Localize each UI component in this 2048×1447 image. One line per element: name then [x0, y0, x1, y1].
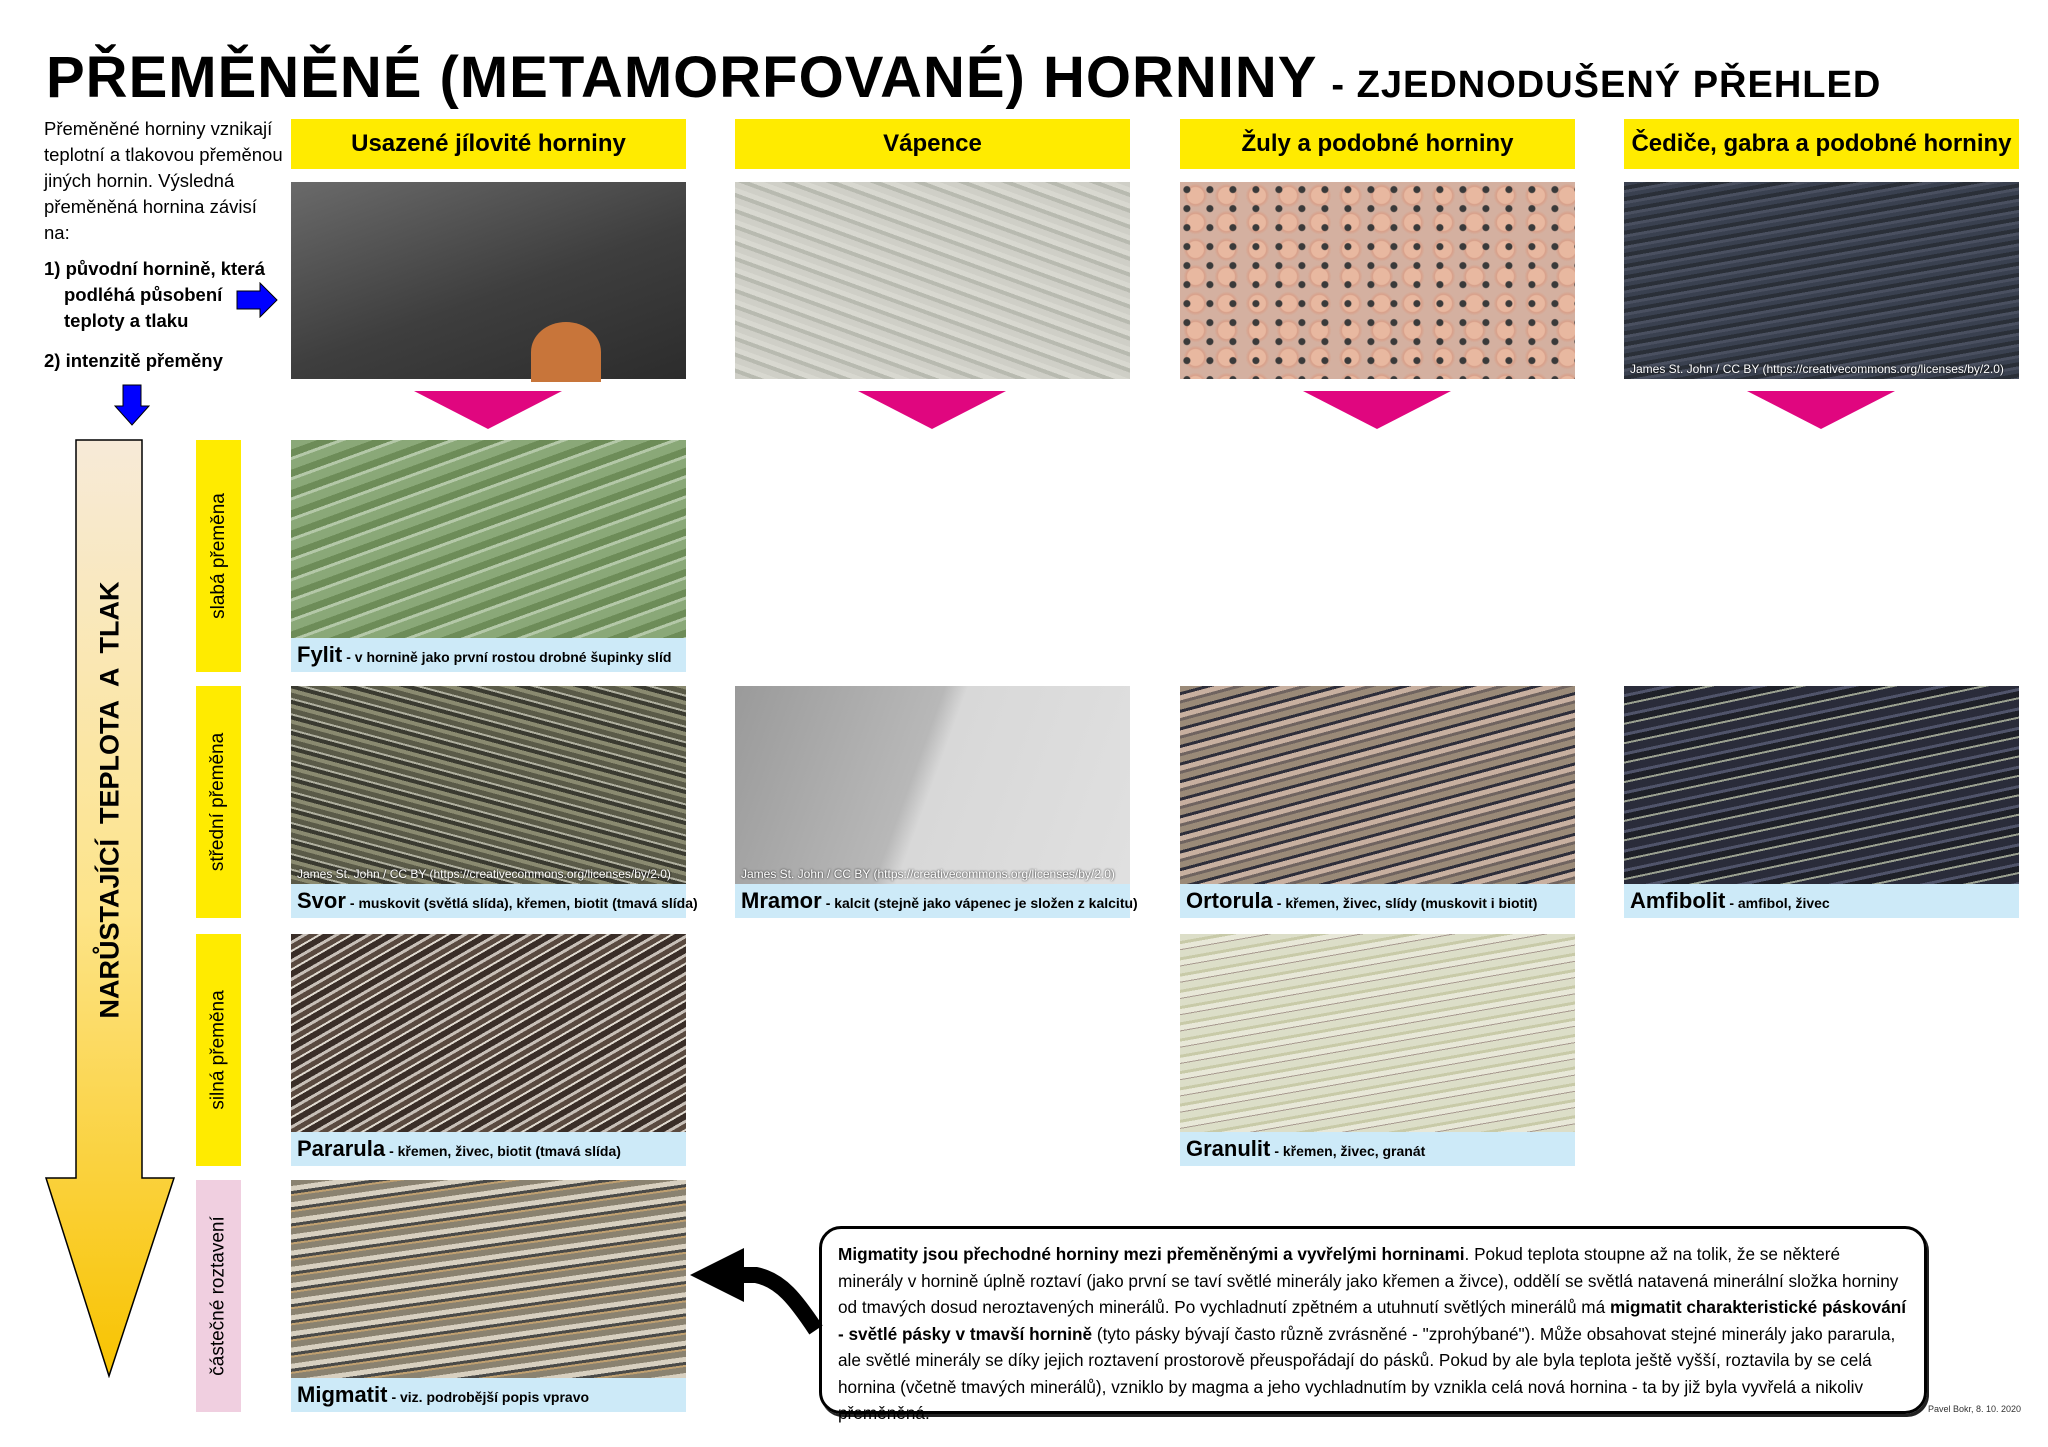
level-label: slabá přeměna: [207, 493, 229, 619]
box-text-1: . Pokud teplota stoupne až na tolik, že se některé minerály v hornině úplně roztaví (jako první se taví světlé minerály jako křemen a živce), oddělí se světlá natavená minerální složka horniny od tmavých dosud neroztavených minerálů. Po vychladnutí zpětném a utuhnutí světlých minerálů má: [838, 1244, 1899, 1317]
rock-card-fylit: [291, 440, 686, 672]
photo-clay-rock: [291, 182, 686, 379]
triangle-down-icon: [1303, 391, 1451, 429]
photo-amfibolit: [1624, 686, 2019, 884]
intro-point-1: 1) původní hornině, která podléhá působení teploty a tlaku: [44, 258, 265, 331]
rock-card-mramor: [735, 686, 1138, 918]
intro-text: [44, 116, 284, 374]
photo-fylit: [291, 440, 686, 638]
level-partial-melting: [196, 1180, 241, 1412]
photo-migmatit: [291, 1180, 686, 1378]
page-title: [46, 44, 1881, 111]
rock-card-pararula: [291, 934, 686, 1166]
rock-card-amfibolit: [1624, 686, 2019, 918]
photo-limestone: [735, 182, 1130, 379]
rock-name: Migmatit: [297, 1382, 388, 1407]
rock-desc: - viz. podrobější popis vpravo: [391, 1389, 590, 1405]
photo-credit: James St. John / CC BY (https://creativecommons.org/licenses/by/2.0): [741, 867, 1115, 881]
box-text-2: (tyto pásky bývají často různě zvrásněné - "zprohýbané"). Může obsahovat stejné minerály jako pararula, ale světlé minerály se díky jejich roztavení prostorově přeuspořádají do pásků. Pokud by ale byla teplota ještě vyšší, roztavila by se celá hornina (včetně tmavých minerálů), vzniklo by magma a jeho vychladnutím by vznikla celá nová hornina - ta by již byla vyvřelá a nikoliv přeměněná.: [838, 1323, 1896, 1423]
migmatite-info-box: [819, 1226, 1927, 1423]
level-weak: [196, 440, 241, 672]
rock-name: Amfibolit: [1630, 888, 1726, 913]
title-sub: - ZJEDNODUŠENÝ PŘEHLED: [1331, 64, 1882, 106]
photo-granulit: [1180, 934, 1575, 1132]
box-bold-1: Migmatity jsou přechodné horniny mezi přeměněnými a vyvřelými horninami: [838, 1244, 1465, 1264]
level-label: částečné roztavení: [207, 1216, 229, 1376]
photo-credit: James St. John / CC BY (https://creativecommons.org/licenses/by/2.0): [1630, 362, 2004, 376]
rock-desc: - kalcit (stejně jako vápenec je složen z kalcitu): [825, 895, 1138, 911]
arrow-label: NARŮSTAJÍCÍ TEPLOTA A TLAK: [94, 581, 125, 1019]
arrow-down-icon: [114, 384, 150, 426]
rock-name: Pararula: [297, 1136, 386, 1161]
level-label: střední přeměna: [207, 732, 229, 872]
rock-card-svor: [291, 686, 698, 918]
photo-ortorula: [1180, 686, 1575, 884]
author-credit: Pavel Bokr, 8. 10. 2020: [1928, 1404, 2022, 1414]
title-main: PŘEMĚNĚNÉ (METAMORFOVANÉ) HORNINY: [46, 45, 1318, 110]
photo-basalt: [1624, 182, 2019, 379]
rock-desc: - v hornině jako první rostou drobné šupinky slíd: [346, 649, 672, 665]
intro-paragraph: Přeměněné horniny vznikají teplotní a tlakovou přeměnou jiných hornin. Výsledná přeměněná hornina závisí na:: [44, 118, 283, 243]
intro-point-2: 2) intenzitě přeměny: [44, 350, 223, 371]
arrow-right-icon: [236, 282, 278, 318]
rock-card-migmatit: [291, 1180, 686, 1412]
coin-icon: [531, 322, 601, 382]
triangle-down-icon: [1747, 391, 1895, 429]
column-header-limestone: Vápence: [735, 119, 1130, 169]
photo-pararula: [291, 934, 686, 1132]
column-header-granite: Žuly a podobné horniny: [1180, 119, 1575, 169]
curved-arrow-icon: [686, 1240, 826, 1340]
rock-desc: - muskovit (světlá slída), křemen, biotit (tmavá slída): [349, 895, 698, 911]
photo-mramor: [735, 686, 1130, 884]
rock-desc: - křemen, živec, slídy (muskovit i biotit): [1276, 895, 1538, 911]
rock-name: Fylit: [297, 642, 343, 667]
rock-name: Ortorula: [1186, 888, 1273, 913]
rock-name: Granulit: [1186, 1136, 1271, 1161]
rock-name: Mramor: [741, 888, 822, 913]
photo-svor: [291, 686, 686, 884]
rock-desc: - křemen, živec, biotit (tmavá slída): [389, 1143, 621, 1159]
triangle-down-icon: [414, 391, 562, 429]
photo-granite: [1180, 182, 1575, 379]
column-header-basalt: Čediče, gabra a podobné horniny: [1624, 119, 2019, 169]
level-strong: [196, 934, 241, 1166]
box-bold-2: migmatit charakteristické páskování - světlé pásky v tmavší hornině: [838, 1297, 1907, 1344]
level-label: silná přeměna: [207, 990, 229, 1110]
rock-desc: - křemen, živec, granát: [1274, 1143, 1426, 1159]
rock-card-ortorula: [1180, 686, 1575, 918]
column-header-clay: Usazené jílovité horniny: [291, 119, 686, 169]
rock-card-granulit: [1180, 934, 1575, 1166]
photo-credit: James St. John / CC BY (https://creativecommons.org/licenses/by/2.0): [297, 867, 671, 881]
rock-name: Svor: [297, 888, 346, 913]
triangle-down-icon: [858, 391, 1006, 429]
rock-desc: - amfibol, živec: [1729, 895, 1830, 911]
level-medium: [196, 686, 241, 918]
